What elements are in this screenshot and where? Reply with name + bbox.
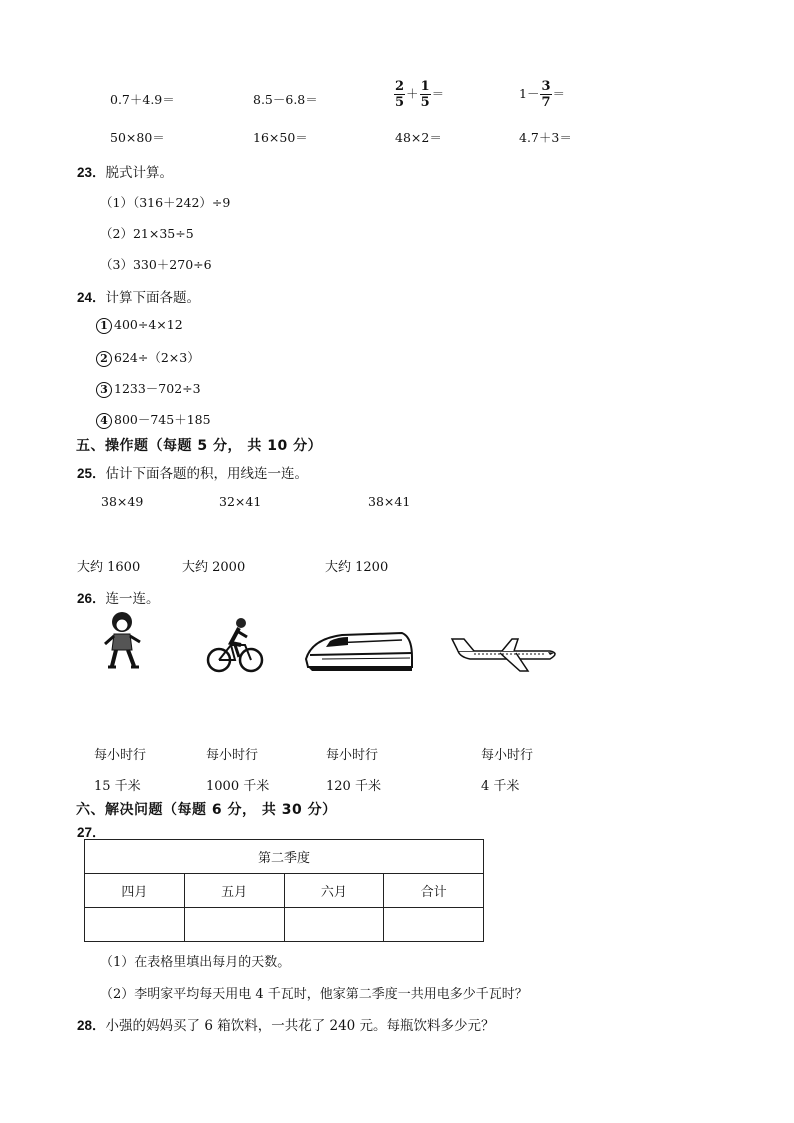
calc-16x50: 16×50＝ <box>253 130 308 145</box>
q27-table <box>84 839 484 942</box>
q25-expr-1: 38×49 <box>101 494 144 509</box>
q27-cell-total[interactable] <box>384 908 484 942</box>
question-24: 24．计算下面各题。 <box>77 290 201 306</box>
question-27: 27． <box>77 825 106 840</box>
train-image <box>302 625 414 673</box>
calc-50x80: 50×80＝ <box>110 130 165 145</box>
q27-cell-may[interactable] <box>184 908 284 942</box>
q24-item-4: 4 800－745＋185 <box>96 410 211 429</box>
q27-table-title: 第二季度 <box>85 840 484 874</box>
q24-item-2: 2 624÷（2×3） <box>96 348 200 367</box>
airplane-image <box>450 633 562 673</box>
q26-speed-1: 15 千米 <box>94 779 141 794</box>
q27-header-june: 六月 <box>284 874 384 908</box>
q26-label-2: 每小时行 <box>206 748 259 763</box>
calc-4-7-plus-3: 4.7＋3＝ <box>519 130 572 145</box>
q27-header-may: 五月 <box>184 874 284 908</box>
q25-expr-3: 38×41 <box>368 494 411 509</box>
q25-expr-2: 32×41 <box>219 494 262 509</box>
q24-item-3: 3 1233－702÷3 <box>96 379 201 398</box>
q27-header-total: 合计 <box>384 874 484 908</box>
section-5-heading: 五、操作题（每题 5 分， 共 10 分） <box>76 438 323 454</box>
question-25: 25．估计下面各题的积，用线连一连。 <box>77 466 309 482</box>
q27-sub-1: （1）在表格里填出每月的天数。 <box>100 955 291 970</box>
calc-8-5-minus-6-8: 8.5－6.8＝ <box>253 92 318 107</box>
calc-0-7-plus-4-9: 0.7＋4.9＝ <box>110 92 175 107</box>
q26-speed-3: 120 千米 <box>326 779 381 794</box>
q23-item-3: （3）330＋270÷6 <box>100 257 212 272</box>
q27-cell-june[interactable] <box>284 908 384 942</box>
q23-item-2: （2）21×35÷5 <box>100 226 194 241</box>
question-28: 28．小强的妈妈买了 6 箱饮料，一共花了 240 元。每瓶饮料多少元？ <box>77 1018 495 1034</box>
section-6-heading: 六、解决问题（每题 6 分， 共 30 分） <box>76 802 337 818</box>
calc-48x2: 48×2＝ <box>395 130 442 145</box>
q26-speed-4: 4 千米 <box>481 779 520 794</box>
question-26: 26．连一连。 <box>77 591 160 607</box>
q25-answer-3: 大约 1200 <box>325 560 389 575</box>
question-23: 23．脱式计算。 <box>77 165 174 181</box>
calc-fraction-subtract: 1－ $\frac{3}{7}$ ＝ <box>519 79 566 110</box>
q26-label-4: 每小时行 <box>481 748 534 763</box>
q27-header-april: 四月 <box>85 874 185 908</box>
q27-sub-2: （2）李明家平均每天用电 4 千瓦时，他家第二季度一共用电多少千瓦时？ <box>100 987 528 1002</box>
q25-answer-1: 大约 1600 <box>77 560 141 575</box>
q27-cell-april[interactable] <box>85 908 185 942</box>
q26-speed-2: 1000 千米 <box>206 779 270 794</box>
cyclist-image <box>205 615 265 675</box>
q23-item-1: （1）（316＋242）÷9 <box>100 195 231 210</box>
walking-person-image <box>100 610 146 672</box>
q26-label-1: 每小时行 <box>94 748 147 763</box>
q25-answer-2: 大约 2000 <box>182 560 246 575</box>
q26-label-3: 每小时行 <box>326 748 379 763</box>
q24-item-1: 1 400÷4×12 <box>96 317 183 334</box>
calc-fraction-add: $\frac{2}{5}$ ＋ $\frac{1}{5}$ ＝ <box>395 79 445 110</box>
